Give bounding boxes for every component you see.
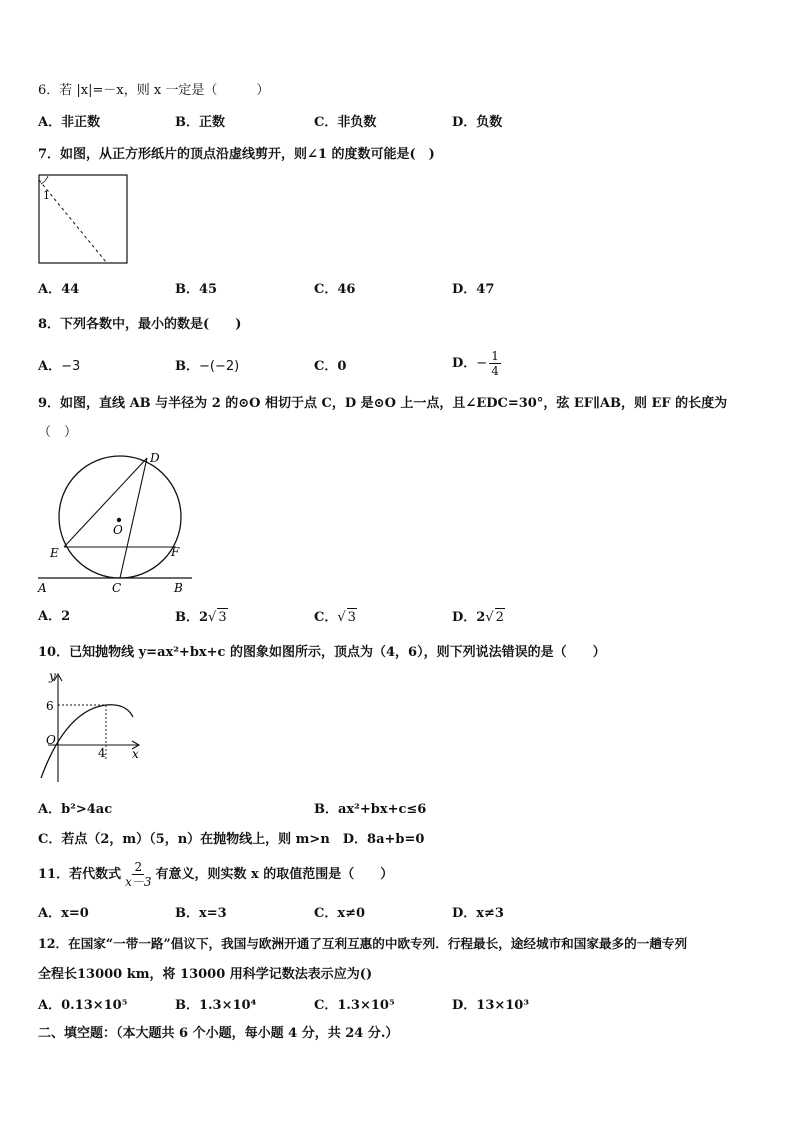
center-point-o <box>117 518 121 522</box>
label-4: 4 <box>98 746 106 760</box>
q6-option-c: C．非负数 <box>314 115 377 130</box>
label-e: E <box>50 546 59 560</box>
segment-dc <box>120 458 147 578</box>
label-d: D <box>150 451 160 465</box>
label-origin: O <box>46 733 56 747</box>
q7-option-c: C．46 <box>314 282 356 297</box>
q11-option-d: D．x≠3 <box>452 906 504 921</box>
q10-parabola-figure <box>36 670 151 785</box>
q10-option-b: B．ax²+bx+c≤6 <box>314 802 427 817</box>
q9-option-a: A．2 <box>38 609 71 624</box>
q8-stem: 8．下列各数中，最小的数是( ) <box>38 317 242 332</box>
q11-fraction: $\frac{2}{x-3}$ <box>125 860 152 889</box>
q11-option-c: C．x≠0 <box>314 906 366 921</box>
q6-option-a: A．非正数 <box>38 115 101 130</box>
q10-stem: 10．已知抛物线 y=ax²+bx+c 的图象如图所示，顶点为（4，6），则下列说法错误的是（ ） <box>38 645 606 660</box>
section-2-heading: 二、填空题：（本大题共 6 个小题，每小题 4 分，共 24 分.） <box>38 1026 399 1041</box>
q8-option-c: C．0 <box>314 359 347 374</box>
label-x: x <box>132 747 139 761</box>
q7-option-b: B．45 <box>175 282 218 297</box>
label-o: O <box>113 523 123 537</box>
q9-option-c: C．√ 3 <box>314 610 356 625</box>
circle-o <box>59 456 181 578</box>
q9-option-d: D．2√ 2 <box>452 610 504 625</box>
q12-option-b: B．1.3×10⁴ <box>175 998 257 1013</box>
q7-square-figure <box>38 174 130 266</box>
q9-option-b: B．2√ 3 <box>175 610 227 625</box>
q12-stem-line2: 全程长13000 km，将 13000 用科学记数法表示应为() <box>38 967 373 982</box>
angle-arc <box>41 176 48 184</box>
label-f: F <box>171 545 180 559</box>
q8-option-a: A．−3 <box>38 359 81 374</box>
q7-option-a: A．44 <box>38 282 80 297</box>
q12-option-d: D．13×10³ <box>452 998 530 1013</box>
q12-stem: 12．在国家“一带一路”倡议下，我国与欧洲开通了互利互惠的中欧专列．行程最长，途经城市和国家最多的一趟专列 <box>38 936 688 951</box>
q8-fraction: $\frac{1}{4}$ <box>491 349 499 378</box>
q8-option-d: D．− $\frac{1}{4}$ <box>452 349 499 378</box>
q6-option-d: D．负数 <box>452 115 503 130</box>
q9-stem: 9．如图，直线 AB 与半径为 2 的⊙O 相切于点 C，D 是⊙O 上一点，且∠EDC=30°，弦 EF∥AB，则 EF 的长度为 <box>38 396 728 411</box>
label-y: y <box>49 670 56 683</box>
q7-option-d: D．47 <box>452 282 495 297</box>
q7-stem: 7．如图，从正方形纸片的顶点沿虚线剪开，则∠1 的度数可能是( ) <box>38 147 435 162</box>
q6-stem: 6．若 |x|=－x，则 x 一定是（ ） <box>38 83 270 98</box>
label-6: 6 <box>46 699 54 713</box>
q11-option-a: A．x=0 <box>38 906 89 921</box>
segment-ed <box>64 458 147 547</box>
q9-circle-figure <box>34 446 199 598</box>
q6-option-b: B．正数 <box>175 115 225 130</box>
label-a: A <box>38 581 47 595</box>
q12-option-a: A．0.13×10⁵ <box>38 998 128 1013</box>
square-outline <box>39 175 127 263</box>
q10-option-a: A．b²>4ac <box>38 802 113 817</box>
angle-1-label: 1 <box>43 189 50 202</box>
label-b: B <box>174 581 183 595</box>
q12-option-c: C．1.3×10⁵ <box>314 998 395 1013</box>
q8-option-b: B．−(−2) <box>175 359 240 374</box>
label-c: C <box>112 581 122 595</box>
q11-stem: 11．若代数式 $\frac{2}{x-3}$ 有意义，则实数 x 的取值范围是（ ） <box>38 860 394 889</box>
q10-option-cd: C．若点（2，m）（5，n）在抛物线上，则 m>n D．8a+b=0 <box>38 832 425 847</box>
q9-stem-paren: （ ） <box>38 425 78 440</box>
q11-option-b: B．x=3 <box>175 906 227 921</box>
